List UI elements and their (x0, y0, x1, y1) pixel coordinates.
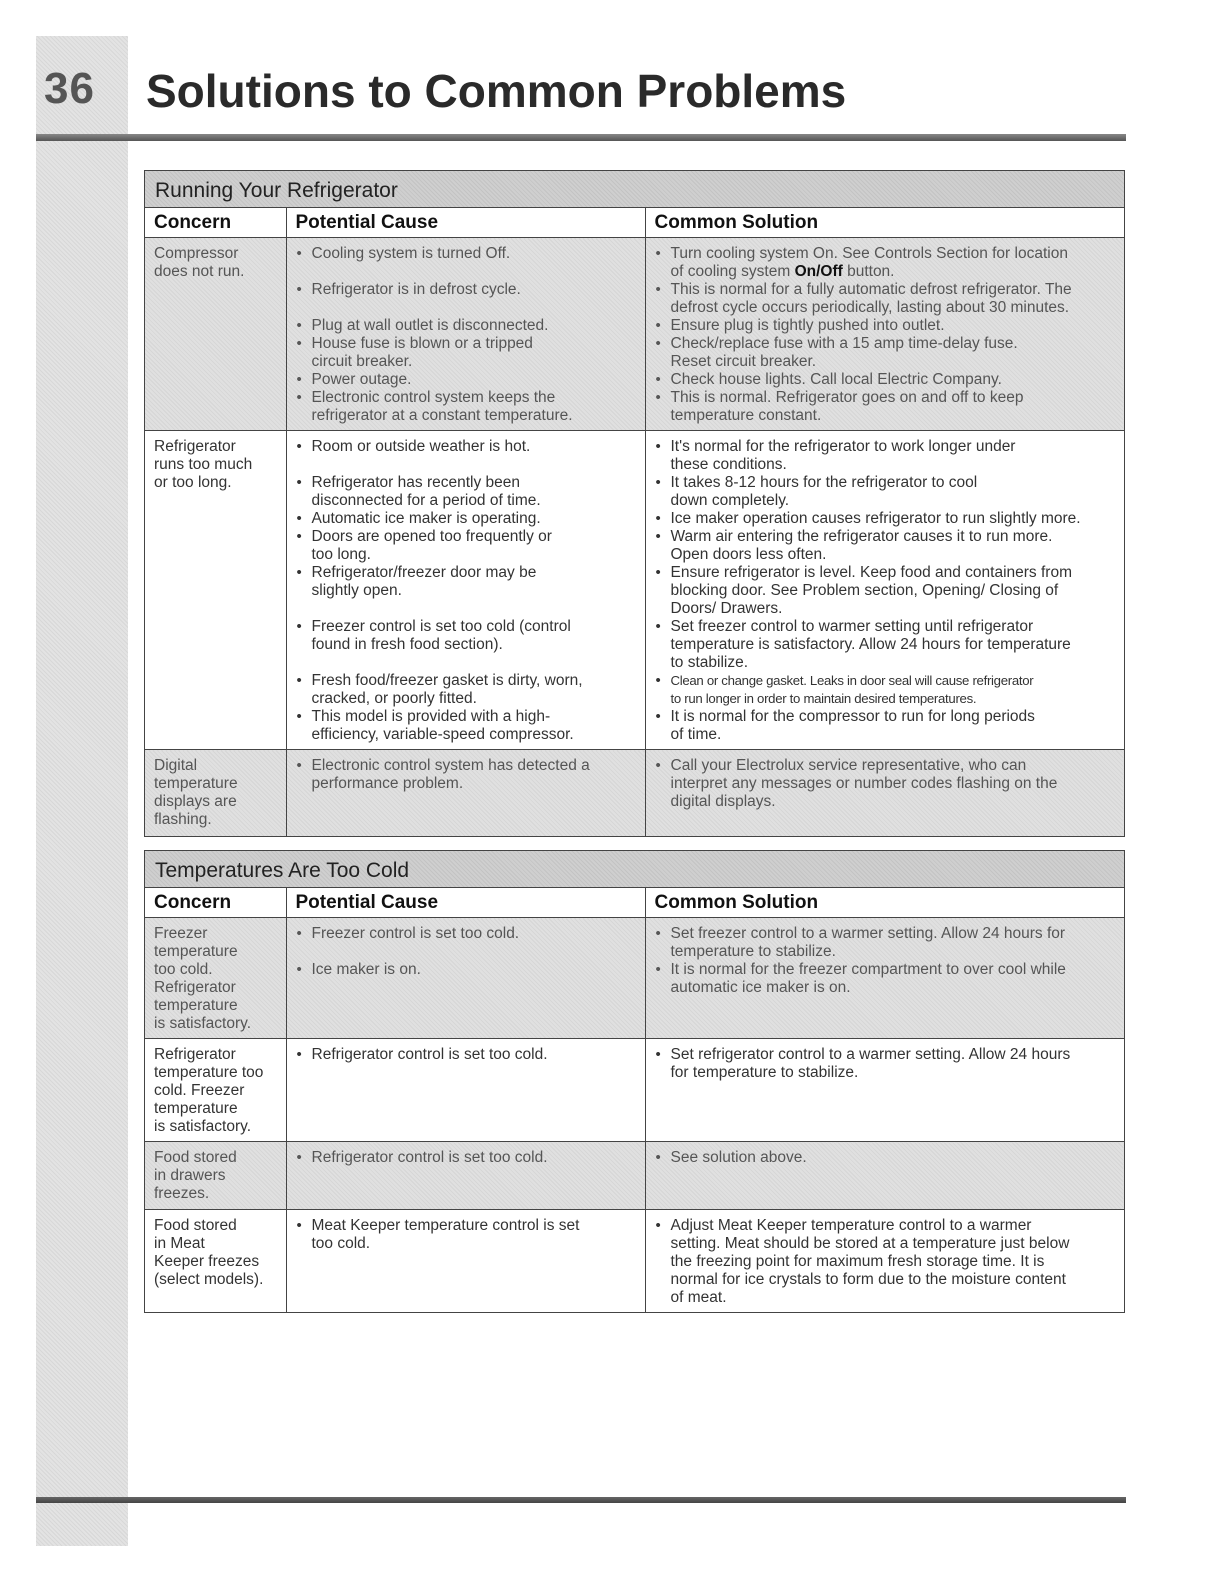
cause-item: • Electronic control system keeps the refrigerator at a constant temperature. (296, 389, 640, 425)
cause-cell (286, 431, 645, 750)
column-header-concern: Concern (145, 888, 286, 918)
solution-item: • Set refrigerator control to a warmer setting. Allow 24 hours for temperature to stabilize. (655, 1046, 1120, 1082)
cause-item: • Cooling system is turned Off. (296, 245, 640, 263)
solution-item: • See solution above. (655, 1149, 1120, 1167)
solution-item: • Ensure refrigerator is level. Keep food and containers from blocking door. See Problem section, Opening/ Closing of Doors/ Drawers. (655, 564, 1120, 618)
cause-cell (286, 750, 645, 836)
page-title: Solutions to Common Problems (146, 65, 847, 117)
cause-item: • House fuse is blown or a tripped circuit breaker. (296, 335, 640, 371)
solution-cell (645, 750, 1124, 836)
column-header-concern: Concern (145, 208, 286, 238)
solution-item: • It takes 8-12 hours for the refrigerator to cool down completely. (655, 474, 1120, 510)
concern-cell: Refrigerator temperature too cold. Freezer temperature is satisfactory. (145, 1039, 286, 1142)
cause-cell (286, 238, 645, 431)
solution-item (655, 245, 1120, 281)
concern-cell: Refrigerator runs too much or too long. (145, 431, 286, 750)
cause-cell (286, 918, 645, 1039)
table-row (145, 1142, 1124, 1210)
table-row (145, 918, 1124, 1039)
section-title: Running Your Refrigerator (145, 171, 1124, 208)
solution-item: • Call your Electrolux service representative, who can interpret any messages or number codes flashing on the digital displays. (655, 757, 1120, 811)
solution-item: • Check house lights. Call local Electric Company. (655, 371, 1120, 389)
troubleshooting-table (145, 888, 1124, 1312)
solution-item: • It is normal for the freezer compartment to over cool while automatic ice maker is on. (655, 961, 1120, 997)
solution-item: • Warm air entering the refrigerator causes it to run more. Open doors less often. (655, 528, 1120, 564)
cause-item: • Refrigerator has recently been disconnected for a period of time. (296, 474, 640, 510)
column-header-common-solution: Common Solution (645, 888, 1124, 918)
solution-cell (645, 918, 1124, 1039)
solution-item: • Check/replace fuse with a 15 amp time-delay fuse. Reset circuit breaker. (655, 335, 1120, 371)
solution-item: • Set freezer control to a warmer setting. Allow 24 hours for temperature to stabilize. (655, 925, 1120, 961)
cause-item: • Ice maker is on. (296, 961, 640, 979)
solution-cell (645, 1210, 1124, 1313)
table-row (145, 1039, 1124, 1142)
concern-cell: Compressor does not run. (145, 238, 286, 431)
cause-item: • Plug at wall outlet is disconnected. (296, 317, 640, 335)
solution-item: • Adjust Meat Keeper temperature control to a warmer setting. Meat should be stored at a temperature just below the freezing point for maximum fresh storage time. It is normal for ice crystals to form due to the moisture content of meat. (655, 1217, 1120, 1307)
cause-item: • Refrigerator/freezer door may be slightly open. (296, 564, 640, 600)
page-number: 36 (44, 64, 95, 113)
table-row (145, 750, 1124, 836)
section-title: Temperatures Are Too Cold (145, 851, 1124, 888)
solution-cell (645, 1142, 1124, 1210)
footer-rule (36, 1497, 1126, 1503)
cause-item: • Refrigerator is in defrost cycle. (296, 281, 640, 299)
solution-item: • It is normal for the compressor to run for long periods of time. (655, 708, 1120, 744)
header-row (145, 208, 1124, 238)
cause-item: • Electronic control system has detected a performance problem. (296, 757, 640, 793)
solution-item: • It's normal for the refrigerator to work longer under these conditions. (655, 438, 1120, 474)
table-row (145, 431, 1124, 750)
concern-cell: Digital temperature displays are flashing. (145, 750, 286, 836)
table-row (145, 238, 1124, 431)
troubleshooting-table (145, 208, 1124, 836)
solution-item: • This is normal. Refrigerator goes on and off to keep temperature constant. (655, 389, 1120, 425)
column-header-potential-cause: Potential Cause (286, 888, 645, 918)
cause-item: • This model is provided with a high- efficiency, variable-speed compressor. (296, 708, 640, 744)
concern-cell: Food stored in drawers freezes. (145, 1142, 286, 1210)
solution-text-end: button. (842, 263, 895, 280)
section-running-your-refrigerator (144, 170, 1125, 837)
solution-item: • This is normal for a fully automatic defrost refrigerator. The defrost cycle occurs periodically, lasting about 30 minutes. (655, 281, 1120, 317)
cause-item: • Doors are opened too frequently or too long. (296, 528, 640, 564)
column-header-potential-cause: Potential Cause (286, 208, 645, 238)
concern-cell: Freezer temperature too cold. Refrigerator temperature is satisfactory. (145, 918, 286, 1039)
solution-item: • Ensure plug is tightly pushed into outlet. (655, 317, 1120, 335)
section-temperatures-are-too-cold (144, 850, 1125, 1313)
solution-text: Turn cooling system On. See Controls Section for location of cooling system (670, 245, 1068, 280)
cause-cell (286, 1210, 645, 1313)
header-rule (36, 134, 1126, 141)
cause-item: • Automatic ice maker is operating. (296, 510, 640, 528)
header-row (145, 888, 1124, 918)
cause-item: • Power outage. (296, 371, 640, 389)
cause-item: • Meat Keeper temperature control is set too cold. (296, 1217, 640, 1253)
cause-cell (286, 1039, 645, 1142)
cause-item: • Freezer control is set too cold (control found in fresh food section). (296, 618, 640, 654)
solution-item: • Ice maker operation causes refrigerator to run slightly more. (655, 510, 1120, 528)
concern-cell: Food stored in Meat Keeper freezes (select models). (154, 1217, 264, 1288)
cause-item: • Refrigerator control is set too cold. (296, 1046, 640, 1064)
solution-item: • Clean or change gasket. Leaks in door seal will cause refrigerator to run longer in order to maintain desired temperatures. (655, 672, 1120, 708)
cause-item: • Freezer control is set too cold. (296, 925, 640, 943)
solution-cell (645, 238, 1124, 431)
cause-item: • Refrigerator control is set too cold. (296, 1149, 640, 1167)
cause-item: • Room or outside weather is hot. (296, 438, 640, 456)
side-tab-strip (36, 36, 128, 1546)
on-off-button-label: On/Off (794, 263, 843, 280)
cause-item: • Fresh food/freezer gasket is dirty, worn, cracked, or poorly fitted. (296, 672, 640, 708)
solution-cell (645, 1039, 1124, 1142)
solution-cell (645, 431, 1124, 750)
solution-item: • Set freezer control to warmer setting until refrigerator temperature is satisfactory. Allow 24 hours for temperature to stabilize. (655, 618, 1120, 672)
cause-cell (286, 1142, 645, 1210)
column-header-common-solution: Common Solution (645, 208, 1124, 238)
table-row (145, 1210, 1124, 1313)
